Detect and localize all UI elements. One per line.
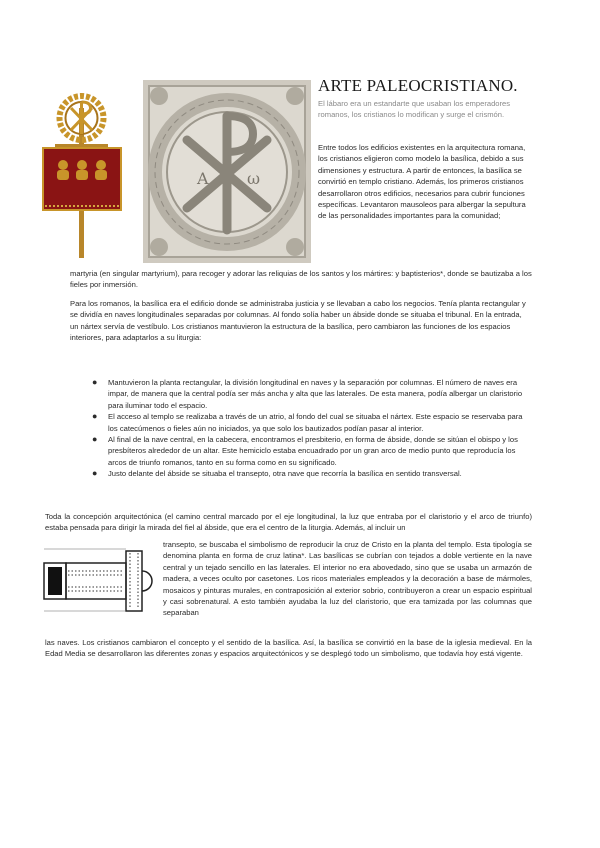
plan-paragraph: transepto, se buscaba el simbolismo de reproducir la cruz de Cristo en la planta del templo. Esta tipología se denomina planta en forma de cruz latina*. Las basílicas se cubrían con tejados a doble vertiente en la nave central y un tejado sencillo en las laterales. El interior no era abovedado, sino que se usaba un armazón de madera, a veces oculto por casetones. Los ricos materiales empleados y la decoración a base de mármoles, mosaicos y pinturas murales, en contraposición al exterior sobrio, contribuyeron a crear un espacio espiritual y casi sobrenatural. A esto también ayudaba la luz del claristorio, que era tamizada por las columnas que separaban bbox=[163, 540, 532, 618]
bullet-icon: ● bbox=[92, 411, 98, 422]
closing-paragraph: las naves. Los cristianos cambiaron el concepto y el sentido de la basílica. Así, la basílica se convirtió en la base de la iglesia medieval. En la Edad Media se desarrollaron las diferentes zonas y espacios arquitectónicos y se desplegó todo un simbolismo, que todavía hoy está vigente. bbox=[45, 638, 532, 659]
bullet-icon: ● bbox=[92, 434, 98, 445]
image-caption: El lábaro era un estandarte que usaban los emperadores romanos, los cristianos lo modifican y surge el crismón. bbox=[318, 99, 511, 120]
labarum-image bbox=[35, 88, 130, 260]
basilica-plan-image bbox=[42, 545, 160, 615]
features-list bbox=[92, 377, 532, 480]
page-title: ARTE PALEOCRISTIANO. bbox=[318, 76, 518, 95]
chrismon-relief-image bbox=[143, 80, 311, 263]
concept-paragraph: Toda la concepción arquitectónica (el camino central marcado por el eje longitudinal, la luz que entraba por el claristorio y el arco de triunfo) estaba pensada para dirigir la mirada del fiel al ábside, que era el centro de la liturgia. Además, al incluir un bbox=[45, 512, 532, 533]
bullet-icon: ● bbox=[92, 377, 98, 387]
list-item: ● Al final de la nave central, en la cabecera, encontramos el presbiterio, en forma de ábside, donde se sitúan el obispo y los presbíteros alrededor de un altar. Este hemiciclo estaba encuadrado por un gran arco de medio punto que reproducía los arcos de triunfo romanos, tanto en su forma como en su significado. bbox=[92, 434, 518, 467]
list-item: ● Justo delante del ábside se situaba el transepto, otra nave que recorría la basílica en sentido transversal. bbox=[92, 468, 462, 479]
bullet-icon: ● bbox=[92, 468, 98, 479]
list-item: ● Mantuvieron la planta rectangular, la división longitudinal en naves y la separación por columnas. El número de naves era impar, de manera que la central podía ser más ancha y alta que las laterales. De esta manera, podía albergar un claristorio para iluminar todo el espacio. bbox=[92, 377, 523, 410]
svg-text:ω: ω bbox=[247, 169, 261, 188]
svg-text:A: A bbox=[197, 169, 209, 188]
list-item: ● El acceso al templo se realizaba a través de un atrio, al fondo del cual se situaba el nártex. Este espacio se reservaba para los catecúmenos o fieles aún no iniciados, ya que solo los bautizados podían pasar al interior. bbox=[92, 411, 523, 433]
basilica-paragraph: Para los romanos, la basílica era el edificio donde se administraba justicia y se llevaban a cabo los negocios. Tenía planta rectangular y se dividía en naves longitudinales separadas por columnas. Al fondo solía haber un ábside donde se situaba el tribunal. En la entrada, un nártex servía de vestíbulo. Los cristianos mantuvieron la estructura de la basílica, pero cambiaron las funciones de los espacios interiores, para adaptarlos a su liturgia: bbox=[70, 299, 526, 343]
intro-paragraph: Entre todos los edificios existentes en la arquitectura romana, los cristianos eligieron como modelo la basílica, debido a sus dimensiones y estructura. A partir de entonces, la basílica se convirtió en templo cristiano. Además, los primeros cristianos desarrollaron otros edificios, necesarios para cubrir funciones específicas. Levantaron mausoleos para albergar la sepultura de las personalidades importantes para la comunidad; bbox=[318, 143, 526, 221]
martyria-paragraph: martyria (en singular martyrium), para recoger y adorar las reliquias de los santos y los mártires: y baptisterios*, donde se bautizaba a los fieles por inmersión. bbox=[70, 269, 532, 290]
